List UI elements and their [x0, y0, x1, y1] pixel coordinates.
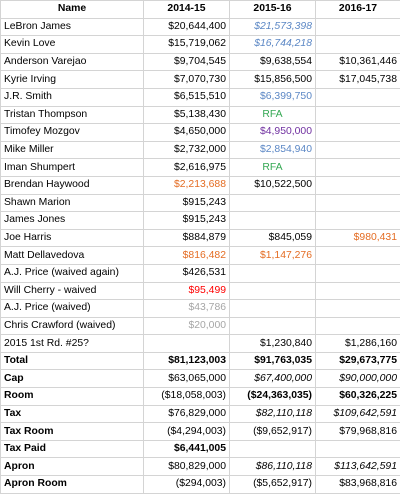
summary-row: [1, 476, 400, 494]
table-row: [1, 282, 400, 300]
salary-cell-2015-16[interactable]: $91,763,035: [230, 352, 316, 370]
table-row: [1, 335, 400, 353]
salary-cell-2016-17[interactable]: [316, 176, 400, 194]
player-name-cell[interactable]: Timofey Mozgov: [1, 124, 144, 142]
salary-cell-2016-17[interactable]: $83,968,816: [316, 476, 400, 494]
salary-cell-2015-16[interactable]: $82,110,118: [230, 405, 316, 423]
salary-cell-2015-16[interactable]: [230, 300, 316, 318]
player-name-cell[interactable]: A.J. Price (waived): [1, 300, 144, 318]
salary-cell-2015-16[interactable]: [230, 282, 316, 300]
player-name-cell[interactable]: Brendan Haywood: [1, 176, 144, 194]
player-name-cell[interactable]: Kyrie Irving: [1, 71, 144, 89]
salary-cell-2014-15[interactable]: $2,616,975: [144, 159, 230, 177]
summary-row: [1, 458, 400, 476]
table-row: [1, 88, 400, 106]
summary-label-cell[interactable]: Tax Paid: [1, 440, 144, 458]
summary-label-cell[interactable]: Apron: [1, 458, 144, 476]
salary-cell-2015-16[interactable]: [230, 317, 316, 335]
player-name-cell[interactable]: 2015 1st Rd. #25?: [1, 335, 144, 353]
salary-cell-2015-16[interactable]: $10,522,500: [230, 176, 316, 194]
table-row: [1, 71, 400, 89]
salary-cell-2014-15[interactable]: $80,829,000: [144, 458, 230, 476]
salary-cell-2016-17[interactable]: [316, 106, 400, 124]
player-name-cell[interactable]: Joe Harris: [1, 229, 144, 247]
salary-cell-2014-15[interactable]: $20,000: [144, 317, 230, 335]
summary-row: [1, 423, 400, 441]
salary-cell-2014-15[interactable]: $15,719,062: [144, 36, 230, 54]
salary-cell-2014-15[interactable]: $63,065,000: [144, 370, 230, 388]
table-row: [1, 141, 400, 159]
salary-cell-2015-16[interactable]: [230, 212, 316, 230]
salary-cell-2015-16[interactable]: ($5,652,917): [230, 476, 316, 494]
salary-cell-2016-17[interactable]: $79,968,816: [316, 423, 400, 441]
player-name-cell[interactable]: LeBron James: [1, 18, 144, 36]
salary-cell-2016-17[interactable]: [316, 124, 400, 142]
salary-cell-2015-16[interactable]: $9,638,554: [230, 53, 316, 71]
salary-cell-2016-17[interactable]: $10,361,446: [316, 53, 400, 71]
table-row: [1, 106, 400, 124]
salary-cell-2014-15[interactable]: $915,243: [144, 212, 230, 230]
salary-cell-2016-17[interactable]: $109,642,591: [316, 405, 400, 423]
summary-row: [1, 405, 400, 423]
salary-cell-2015-16[interactable]: [230, 264, 316, 282]
table-row: [1, 194, 400, 212]
salary-cell-2014-15[interactable]: $4,650,000: [144, 124, 230, 142]
salary-cell-2016-17[interactable]: [316, 317, 400, 335]
salary-cell-2016-17[interactable]: $60,326,225: [316, 388, 400, 406]
table-row: [1, 264, 400, 282]
salary-cell-2016-17[interactable]: [316, 36, 400, 54]
salary-cell-2014-15[interactable]: $2,213,688: [144, 176, 230, 194]
salary-cell-2016-17[interactable]: [316, 18, 400, 36]
summary-label-cell[interactable]: Total: [1, 352, 144, 370]
salary-cell-2014-15[interactable]: $81,123,003: [144, 352, 230, 370]
salary-cell-2014-15[interactable]: $2,732,000: [144, 141, 230, 159]
table-row: [1, 317, 400, 335]
table-row: [1, 36, 400, 54]
salary-cell-2015-16[interactable]: [230, 440, 316, 458]
salary-cell-2015-16[interactable]: ($9,652,917): [230, 423, 316, 441]
player-name-cell[interactable]: Mike Miller: [1, 141, 144, 159]
salary-cell-2016-17[interactable]: $90,000,000: [316, 370, 400, 388]
salary-cell-2016-17[interactable]: [316, 141, 400, 159]
salary-cell-2014-15[interactable]: $20,644,400: [144, 18, 230, 36]
player-name-cell[interactable]: J.R. Smith: [1, 88, 144, 106]
salary-cell-2016-17[interactable]: [316, 440, 400, 458]
salary-cell-2014-15[interactable]: $43,786: [144, 300, 230, 318]
salary-cell-2014-15[interactable]: $816,482: [144, 247, 230, 265]
header-row: [1, 1, 400, 19]
salary-cell-2014-15[interactable]: ($4,294,003): [144, 423, 230, 441]
salary-cell-2014-15[interactable]: [144, 335, 230, 353]
header-2016-17[interactable]: 2016-17: [316, 1, 400, 19]
salary-cell-2015-16[interactable]: [230, 194, 316, 212]
summary-label-cell[interactable]: Tax Room: [1, 423, 144, 441]
salary-cell-2015-16[interactable]: $21,573,398: [230, 18, 316, 36]
salary-cell-2016-17[interactable]: $113,642,591: [316, 458, 400, 476]
salary-cell-2014-15[interactable]: $95,499: [144, 282, 230, 300]
player-name-cell[interactable]: Kevin Love: [1, 36, 144, 54]
salary-cell-2016-17[interactable]: [316, 194, 400, 212]
salary-cell-2016-17[interactable]: [316, 300, 400, 318]
salary-cell-2015-16[interactable]: $4,950,000: [230, 124, 316, 142]
salary-cell-2016-17[interactable]: [316, 264, 400, 282]
player-name-cell[interactable]: Will Cherry - waived: [1, 282, 144, 300]
salary-cell-2016-17[interactable]: [316, 282, 400, 300]
header-2015-16[interactable]: 2015-16: [230, 1, 316, 19]
salary-cell-2015-16[interactable]: $845,059: [230, 229, 316, 247]
salary-cell-2014-15[interactable]: $6,515,510: [144, 88, 230, 106]
summary-label-cell[interactable]: Apron Room: [1, 476, 144, 494]
table-row: [1, 159, 400, 177]
salary-cell-2015-16[interactable]: $6,399,750: [230, 88, 316, 106]
summary-row: [1, 370, 400, 388]
player-name-cell[interactable]: Chris Crawford (waived): [1, 317, 144, 335]
table-row: [1, 300, 400, 318]
salary-cell-2014-15[interactable]: $5,138,430: [144, 106, 230, 124]
salary-cell-2015-16[interactable]: $86,110,118: [230, 458, 316, 476]
salary-cell-2016-17[interactable]: [316, 247, 400, 265]
summary-row: [1, 352, 400, 370]
table-row: [1, 212, 400, 230]
table-row: [1, 18, 400, 36]
player-name-cell[interactable]: James Jones: [1, 212, 144, 230]
salary-cell-2014-15[interactable]: $9,704,545: [144, 53, 230, 71]
table-row: [1, 247, 400, 265]
table-body: [1, 18, 400, 493]
salary-cell-2016-17[interactable]: $29,673,775: [316, 352, 400, 370]
salary-cell-2016-17[interactable]: $980,431: [316, 229, 400, 247]
salary-cell-2015-16[interactable]: $16,744,218: [230, 36, 316, 54]
summary-label-cell[interactable]: Tax: [1, 405, 144, 423]
salary-cell-2014-15[interactable]: $7,070,730: [144, 71, 230, 89]
player-name-cell[interactable]: Tristan Thompson: [1, 106, 144, 124]
salary-cell-2016-17[interactable]: [316, 159, 400, 177]
salary-cell-2015-16[interactable]: $2,854,940: [230, 141, 316, 159]
salary-cell-2015-16[interactable]: RFA: [230, 159, 316, 177]
salary-cell-2016-17[interactable]: $1,286,160: [316, 335, 400, 353]
salary-cell-2014-15[interactable]: $884,879: [144, 229, 230, 247]
salary-cell-2016-17[interactable]: [316, 212, 400, 230]
header-2014-15[interactable]: 2014-15: [144, 1, 230, 19]
summary-row: [1, 440, 400, 458]
table-row: [1, 229, 400, 247]
summary-label-cell[interactable]: Room: [1, 388, 144, 406]
salary-cell-2014-15[interactable]: $6,441,005: [144, 440, 230, 458]
salary-cell-2014-15[interactable]: $915,243: [144, 194, 230, 212]
salary-cell-2014-15[interactable]: ($294,003): [144, 476, 230, 494]
salary-cell-2016-17[interactable]: $17,045,738: [316, 71, 400, 89]
player-name-cell[interactable]: Matt Dellavedova: [1, 247, 144, 265]
salary-cell-2015-16[interactable]: RFA: [230, 106, 316, 124]
player-name-cell[interactable]: Iman Shumpert: [1, 159, 144, 177]
salary-cell-2014-15[interactable]: $426,531: [144, 264, 230, 282]
salary-cell-2015-16[interactable]: $1,230,840: [230, 335, 316, 353]
summary-label-cell[interactable]: Cap: [1, 370, 144, 388]
summary-row: [1, 388, 400, 406]
table-row: [1, 124, 400, 142]
table-row: [1, 53, 400, 71]
header-name[interactable]: Name: [1, 1, 144, 19]
salary-cell-2015-16[interactable]: $67,400,000: [230, 370, 316, 388]
table-row: [1, 176, 400, 194]
player-name-cell[interactable]: Shawn Marion: [1, 194, 144, 212]
salary-cell-2015-16[interactable]: ($24,363,035): [230, 388, 316, 406]
salary-cell-2014-15[interactable]: ($18,058,003): [144, 388, 230, 406]
salary-cell-2015-16[interactable]: $1,147,276: [230, 247, 316, 265]
player-name-cell[interactable]: A.J. Price (waived again): [1, 264, 144, 282]
salary-cell-2014-15[interactable]: $76,829,000: [144, 405, 230, 423]
salary-cell-2015-16[interactable]: $15,856,500: [230, 71, 316, 89]
player-name-cell[interactable]: Anderson Varejao: [1, 53, 144, 71]
salary-cell-2016-17[interactable]: [316, 88, 400, 106]
